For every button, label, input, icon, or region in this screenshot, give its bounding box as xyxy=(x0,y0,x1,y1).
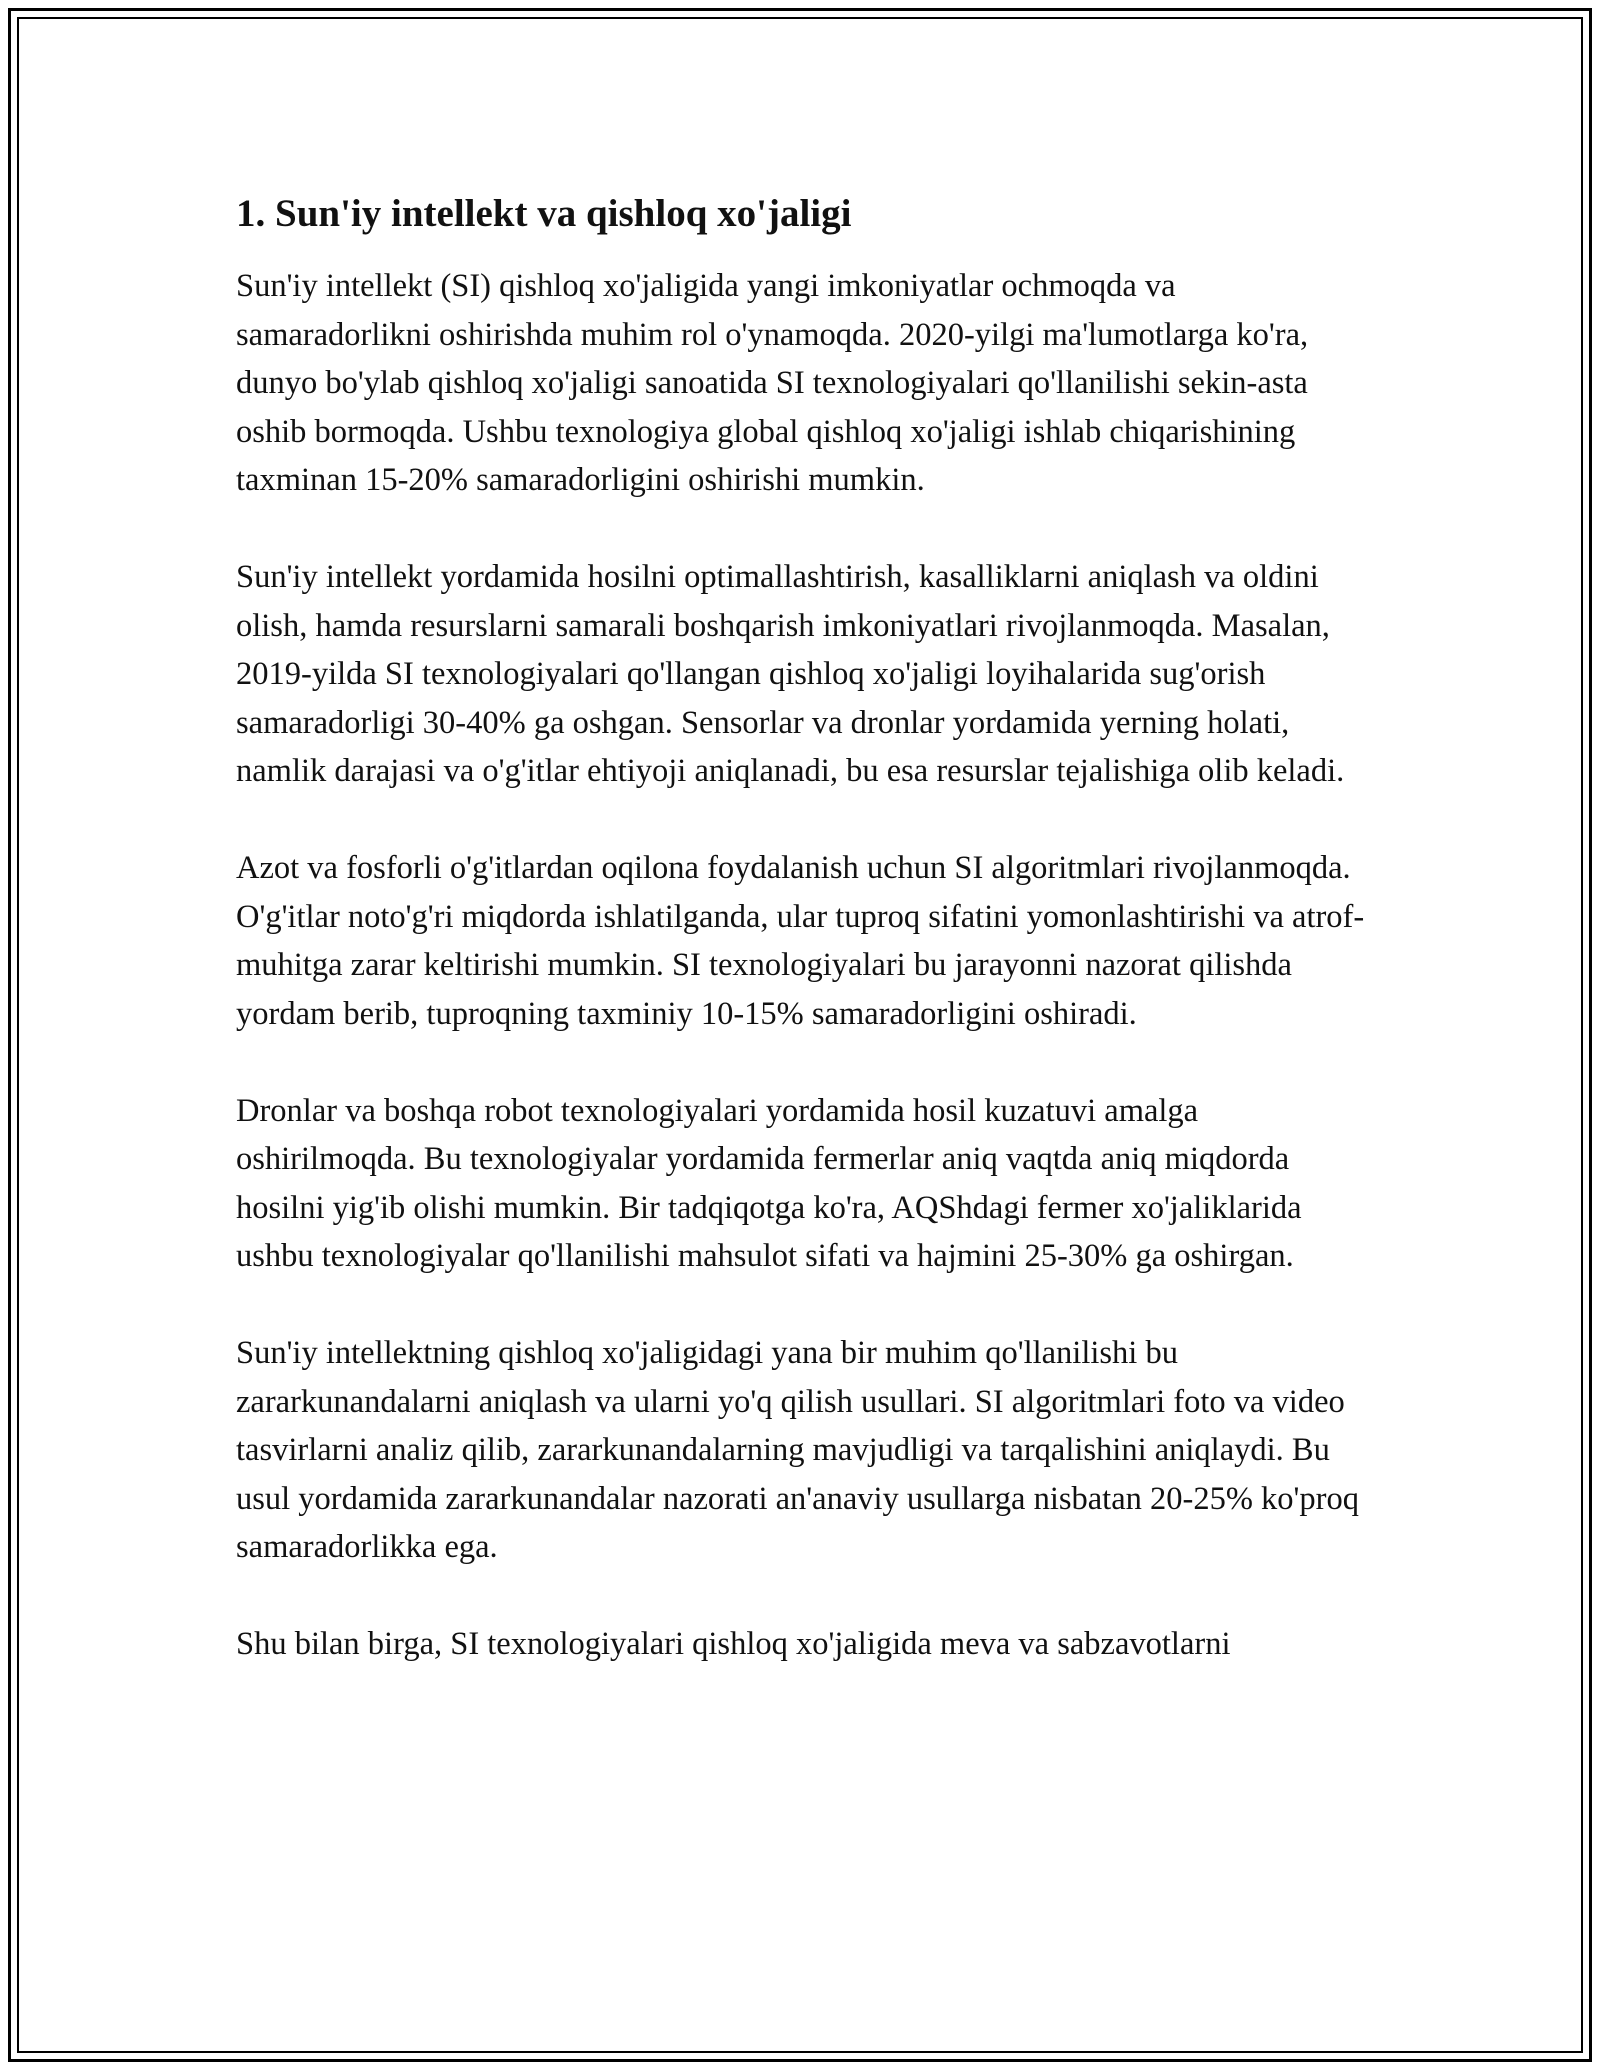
paragraph-2: Sun'iy intellekt yordamida hosilni optimallashtirish, kasalliklarni aniqlash va oldini olish, hamda resurslarni samarali boshqarish imkoniyatlari rivojlanmoqda. Masalan, 2019-yilda SI texnologiyalari qo'llangan qishloq xo'jaligi loyihalarida sug'orish samaradorligi 30-40% ga oshgan. Sensorlar va dronlar yordamida yerning holati, namlik darajasi va o'g'itlar ehtiyoji aniqlanadi, bu esa resurslar tejalishiga olib keladi. xyxy=(236,559,1345,789)
document-body xyxy=(236,186,1371,1717)
paragraph-4: Dronlar va boshqa robot texnologiyalari yordamida hosil kuzatuvi amalga oshirilmoqda. Bu texnologiyalar yordamida fermerlar aniq vaqtda aniq miqdorda hosilni yig'ib olishi mumkin. Bir tadqiqotga ko'ra, AQShdagi fermer xo'jaliklarida ushbu texnologiyalar qo'llanilishi mahsulot sifati va hajmini 25-30% ga oshirgan. xyxy=(236,1092,1302,1274)
paragraph-6: Shu bilan birga, SI texnologiyalari qishloq xo'jaligida meva va sabzavotlarni xyxy=(236,1626,1231,1662)
paragraph-1: Sun'iy intellekt (SI) qishloq xo'jaligida yangi imkoniyatlar ochmoqda va samaradorlikni oshirishda muhim rol o'ynamoqda. 2020-yilgi ma'lumotlarga ko'ra, dunyo bo'ylab qishloq xo'jaligi sanoatida SI texnologiyalari qo'llanilishi sekin-asta oshib bormoqda. Ushbu texnologiya global qishloq xo'jaligi ishlab chiqarishining taxminan 15-20% samaradorligini oshirishi mumkin. xyxy=(236,268,1309,498)
paragraph-5: Sun'iy intellektning qishloq xo'jaligidagi yana bir muhim qo'llanilishi bu zararkunandalarni aniqlash va ularni yo'q qilish usullari. SI algoritmlari foto va video tasvirlarni analiz qilib, zararkunandalarning mavjudligi va tarqalishini aniqlaydi. Bu usul yordamida zararkunandalar nazorati an'anaviy usullarga nisbatan 20-25% ko'proq samaradorlikka ega. xyxy=(236,1335,1359,1565)
section-heading: 1. Sun'iy intellekt va qishloq xo'jaligi xyxy=(236,192,852,235)
paragraph-3: Azot va fosforli o'g'itlardan oqilona foydalanish uchun SI algoritmlari rivojlanmoqda. O'g'itlar noto'g'ri miqdorda ishlatilganda, ular tuproq sifatini yomonlashtirishi va atrof-muhitga zarar keltirishi mumkin. SI texnologiyalari bu jarayonni nazorat qilishda yordam berib, tuproqning taxminiy 10-15% samaradorligini oshiradi. xyxy=(236,850,1365,1032)
